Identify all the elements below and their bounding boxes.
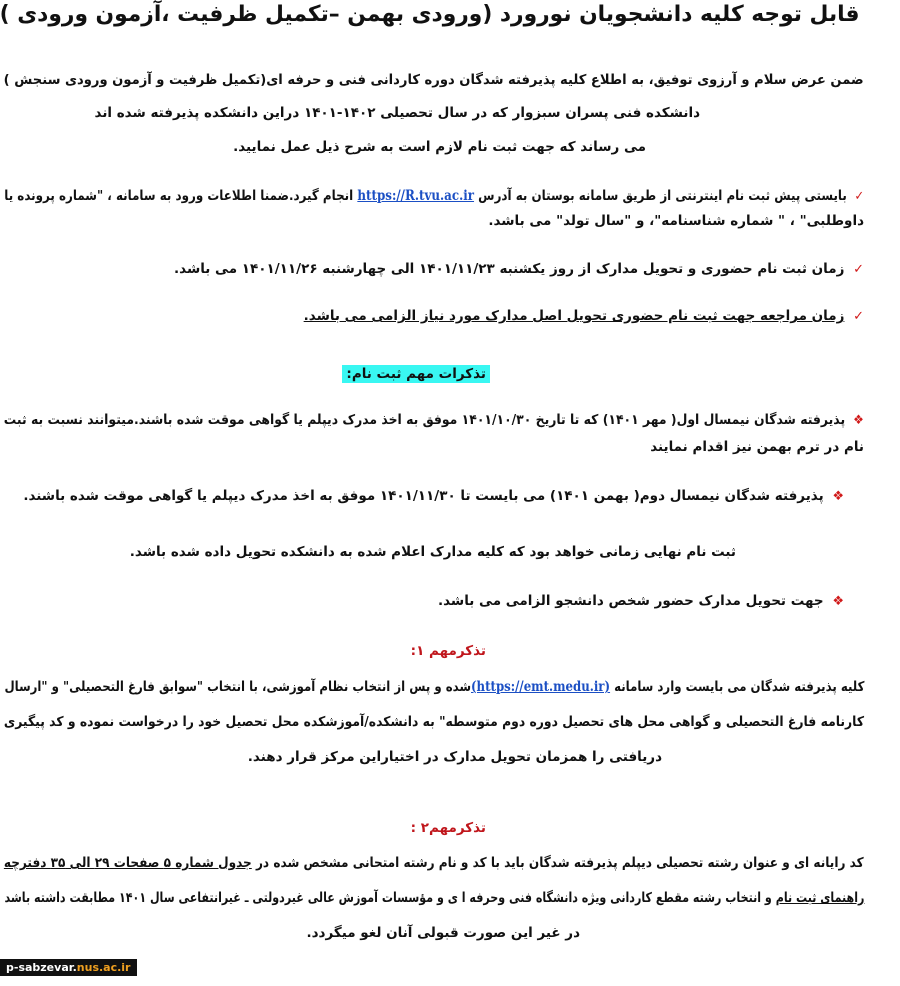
site-badge-domain: nus.ac.ir bbox=[76, 961, 131, 974]
intro-line-2: دانشکده فنی پسران سبزوار که در سال تحصیلی ۱۴۰۲-۱۴۰۱ دراین دانشکده پذیرفته شده اند bbox=[94, 105, 700, 121]
check-item-1-line-2: داوطلبی" ، " شماره شناسنامه"، و "سال تولد" می باشد. bbox=[488, 213, 864, 229]
reminder-item-4-text: جهت تحویل مدارک حضور شخص دانشجو الزامی می باشد. bbox=[438, 593, 824, 609]
note-1-line-1-text: کلیه پذیرفته شدگان می بایست وارد سامانه bbox=[613, 679, 864, 695]
boostan-link[interactable]: https://R.tvu.ac.ir bbox=[357, 188, 474, 204]
check-icon: ✓ bbox=[853, 262, 864, 277]
check-item-2 bbox=[174, 259, 864, 280]
site-badge-prefix: p-sabzevar. bbox=[6, 961, 77, 974]
note-1-line-3: دریافتی را همزمان تحویل مدارک در اختیاراین مرکز قرار دهند. bbox=[247, 749, 662, 765]
note-2-line-2-text: و انتخاب رشته مقطع کاردانی ویژه دانشگاه فنی وحرفه ا ی و مؤسسات آموزش عالی غیردولتی ـ غیرانتفاعی سال ۱۴۰۱ مطابقت داشته باشد bbox=[4, 890, 772, 906]
diamond-bullet-icon: ❖ bbox=[853, 413, 864, 428]
reminder-item-2 bbox=[23, 486, 844, 507]
note-1-line-1-text-cont: شده و پس از انتخاب نظام آموزشی، با انتخاب "سوابق فارغ التحصیلی" و "ارسال bbox=[4, 679, 471, 695]
check-item-3-text: زمان مراجعه جهت ثبت نام حضوری تحویل اصل مدارک مورد نیاز الزامی می باشد. bbox=[303, 308, 845, 324]
note-2-heading: تذکرمهم۲ : bbox=[410, 820, 486, 836]
check-icon: ✓ bbox=[853, 309, 864, 324]
check-icon: ✓ bbox=[854, 189, 864, 204]
check-item-3 bbox=[304, 306, 864, 327]
reminders-heading bbox=[342, 364, 490, 384]
note-2-line-3: در غیر این صورت قبولی آنان لغو میگردد. bbox=[306, 925, 580, 941]
note-1-heading: تذکرمهم ۱: bbox=[410, 643, 486, 659]
reminder-item-1 bbox=[4, 410, 864, 431]
check-item-1-text-cont: انجام گیرد.ضمنا اطلاعات ورود به سامانه ، "شماره پرونده یا bbox=[4, 188, 354, 204]
reminder-item-3: ثبت نام نهایی زمانی خواهد بود که کلیه مدارک اعلام شده به دانشکده تحویل داده شده باشد. bbox=[129, 544, 736, 560]
emt-link[interactable]: (https://emt.medu.ir) bbox=[470, 679, 610, 695]
check-item-2-text: زمان ثبت نام حضوری و تحویل مدارک از روز یکشنبه ۱۴۰۱/۱۱/۲۳ الی چهارشنبه ۱۴۰۱/۱۱/۲۶ می باشد. bbox=[174, 261, 845, 277]
check-item-1 bbox=[4, 186, 864, 207]
reminder-item-1-line-2: نام در ترم بهمن نیز اقدام نمایند bbox=[650, 439, 864, 455]
note-2-line-2 bbox=[4, 888, 864, 908]
note-2-line-1-underlined: جدول شماره ۵ صفحات ۲۹ الی ۳۵ دفترچه bbox=[4, 855, 253, 871]
site-badge[interactable] bbox=[0, 959, 137, 976]
note-2-line-1-text: کد رایانه ای و عنوان رشته تحصیلی دیپلم پذیرفته شدگان باید با کد و نام رشته امتحانی مشخص شده در bbox=[256, 855, 864, 871]
note-1-line-2: کارنامه فارغ التحصیلی و گواهی محل های تحصیل دوره دوم متوسطه" به دانشکده/آموزشکده محل تحصیل خود را درخواست نموده و کد پیگیری bbox=[3, 714, 864, 730]
note-2-line-1 bbox=[4, 853, 864, 873]
check-item-1-text: بایستی پیش ثبت نام اینترنتی از طریق سامانه بوستان به آدرس bbox=[478, 188, 847, 204]
diamond-bullet-icon: ❖ bbox=[832, 594, 844, 609]
reminder-item-4 bbox=[438, 591, 844, 612]
reminders-heading-text: تذکرات مهم ثبت نام: bbox=[342, 365, 490, 383]
page-title: قابل توجه کلیه دانشجویان نورورد (ورودی بهمن –تکمیل ظرفیت ،آزمون ورودی ) bbox=[0, 2, 860, 27]
reminder-item-1-text: پذیرفته شدگان نیمسال اول( مهر ۱۴۰۱) که تا تاریخ ۱۴۰۱/۱۰/۳۰ موفق به اخذ مدرک دیپلم یا گواهی موقت شده باشند.میتوانند نسبت به ثبت bbox=[3, 412, 846, 428]
intro-line-3: می رساند که جهت ثبت نام لازم است به شرح ذیل عمل نمایید. bbox=[233, 139, 646, 155]
intro-line-1: ضمن عرض سلام و آرزوی توفیق، به اطلاع کلیه پذیرفته شدگان دوره کاردانی فنی و حرفه ای(تکمیل ظرفیت و آزمون ورودی سنجش ) bbox=[3, 72, 864, 88]
diamond-bullet-icon: ❖ bbox=[832, 489, 844, 504]
note-1-line-1 bbox=[4, 677, 864, 697]
reminder-item-2-text: پذیرفته شدگان نیمسال دوم( بهمن ۱۴۰۱) می بایست تا ۱۴۰۱/۱۱/۳۰ موفق به اخذ مدرک دیپلم یا گواهی موقت شده باشند. bbox=[23, 488, 824, 504]
note-2-line-2-underlined: راهنمای ثبت نام bbox=[775, 890, 864, 906]
